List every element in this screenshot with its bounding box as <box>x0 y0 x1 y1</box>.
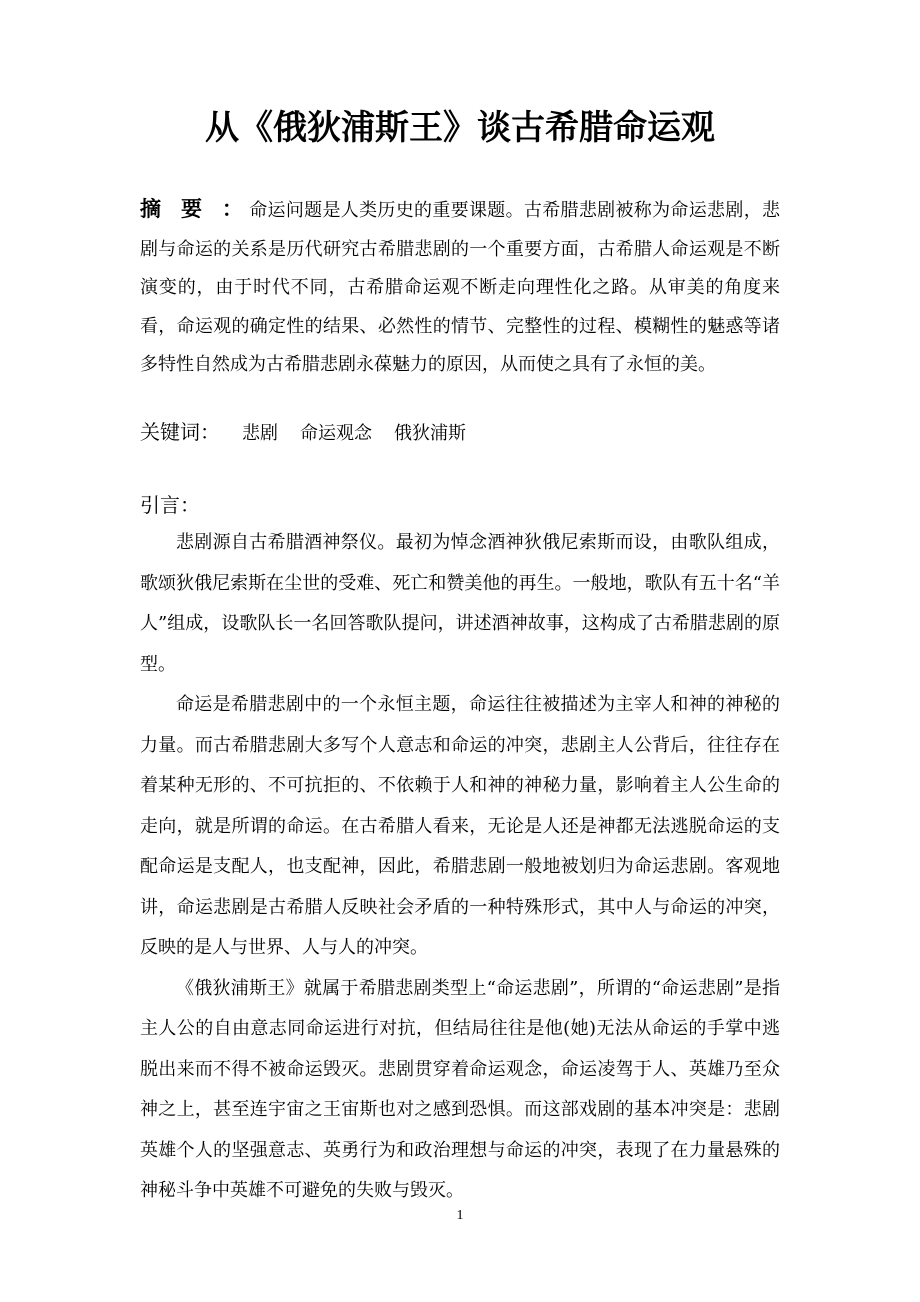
abstract-label: 摘 要 ： <box>140 197 250 221</box>
intro-paragraph: 悲剧源自古希腊酒神祭仪。最初为悼念酒神狄俄尼索斯而设，由歌队组成，歌颂狄俄尼索斯在尘世的受难、死亡和赞美他的再生。一般地，歌队有五十名“羊人”组成，设歌队长一名回答歌队提问，讲述酒神故事，这构成了古希腊悲剧的原型。 <box>140 532 780 675</box>
keyword-item: 命运观念 <box>300 423 372 444</box>
intro-heading: 引言： <box>140 493 200 517</box>
intro-body <box>140 523 780 1212</box>
keywords-label: 关键词： <box>140 420 220 444</box>
intro-paragraph: 《俄狄浦斯王》就属于希腊悲剧类型上“命运悲剧”，所谓的“命运悲剧”是指主人公的自由意志同命运进行对抗，但结局往往是他(她)无法从命运的手掌中逃脱出来而不得不被命运毁灭。悲剧贯穿着命运观念，命运凌驾于人、英雄乃至众神之上，甚至连宇宙之王宙斯也对之感到恐惧。而这部戏剧的基本冲突是：悲剧英雄个人的坚强意志、英勇行为和政治理想与命运的冲突，表现了在力量悬殊的神秘斗争中英雄不可避免的失败与毁灭。 <box>140 977 780 1201</box>
keyword-item: 悲剧 <box>242 423 278 444</box>
keywords-section <box>140 413 780 453</box>
keyword-item: 俄狄浦斯 <box>394 423 466 444</box>
document-title: 从《俄狄浦斯王》谈古希腊命运观 <box>205 108 715 148</box>
intro-paragraph: 命运是希腊悲剧中的一个永恒主题，命运往往被描述为主宰人和神的神秘的力量。而古希腊悲剧大多写个人意志和命运的冲突，悲剧主人公背后，往往存在着某种无形的、不可抗拒的、不依赖于人和神的神秘力量，影响着主人公生命的走向，就是所谓的命运。在古希腊人看来，无论是人还是神都无法逃脱命运的支配命运是支配人，也支配神，因此，希腊悲剧一般地被划归为命运悲剧。客观地讲，命运悲剧是古希腊人反映社会矛盾的一种特殊形式，其中人与命运的冲突，反映的是人与世界、人与人的冲突。 <box>140 694 780 958</box>
page-number: 1 <box>456 1208 464 1223</box>
abstract-text: 命运问题是人类历史的重要课题。古希腊悲剧被称为命运悲剧，悲剧与命运的关系是历代研究古希腊悲剧的一个重要方面，古希腊人命运观是不断演变的，由于时代不同，古希腊命运观不断走向理性化之路。从审美的角度来看，命运观的确定性的结果、必然性的情节、完整性的过程、模糊性的魅惑等诸多特性自然成为古希腊悲剧永葆魅力的原因，从而使之具有了永恒的美。 <box>140 200 781 375</box>
abstract-section <box>140 190 780 385</box>
